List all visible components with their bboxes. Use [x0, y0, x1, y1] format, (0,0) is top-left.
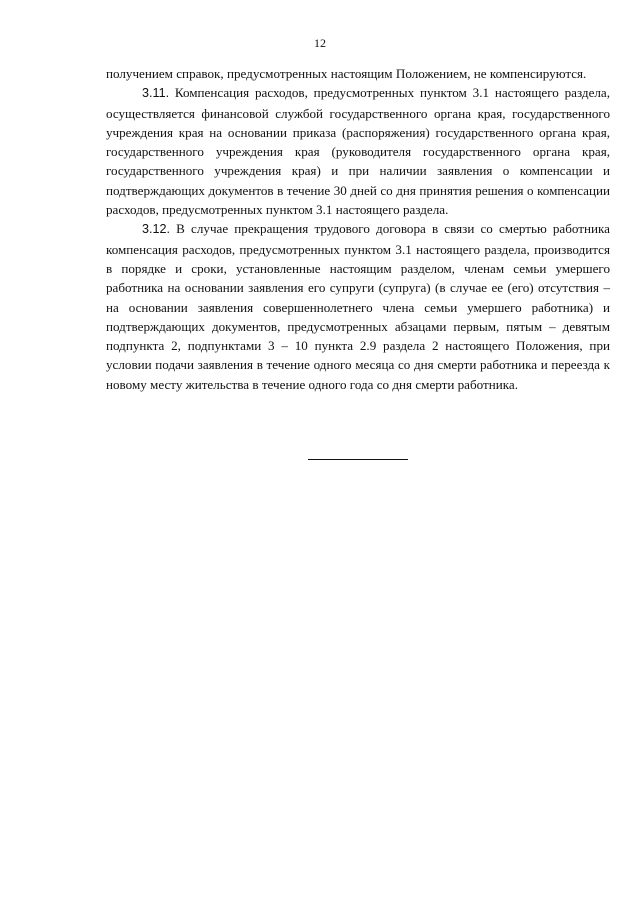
paragraph-3-12 — [106, 219, 610, 394]
paragraph-continuation — [106, 64, 610, 83]
paragraph-text: получением справок, предусмотренных настоящим Положением, не компенсируются. — [106, 66, 587, 81]
end-divider — [308, 459, 408, 460]
document-body — [106, 64, 610, 394]
paragraph-3-11 — [106, 83, 610, 219]
paragraph-number: 3.11. — [142, 86, 170, 101]
paragraph-text: Компенсация расходов, предусмотренных пунктом 3.1 настоящего раздела, осуществляется финансовой службой государственного органа края, государственного учреждения края на основании приказа (распоряжения) государственного органа края, государственного учреждения края (руководителя государственного органа края, государственного учреждения края) и при наличии заявления о компенсации и подтверждающих документов в течение 30 дней со дня принятия решения о компенсации расходов, предусмотренных пунктом 3.1 настоящего раздела. — [106, 85, 610, 218]
paragraph-number: 3.12. — [142, 222, 171, 237]
paragraph-text: В случае прекращения трудового договора в связи со смертью работника компенсация расходов, предусмотренных пунктом 3.1 настоящего раздела, производится в порядке и сроки, установленные настоящим разделом, членам семьи умершего работника на основании заявления его супруги (супруга) (в случае ее (его) отсутствия – на основании заявления совершеннолетнего члена семьи умершего работника) и подтверждающих документов, предусмотренных абзацами первым, пятым – девятым подпункта 2, подпунктами 3 – 10 пункта 2.9 раздела 2 настоящего Положения, при условии подачи заявления в течение одного месяца со дня смерти работника и переезда к новому месту жительства в течение одного года со дня смерти работника. — [106, 221, 610, 392]
page-number: 12 — [314, 36, 326, 50]
